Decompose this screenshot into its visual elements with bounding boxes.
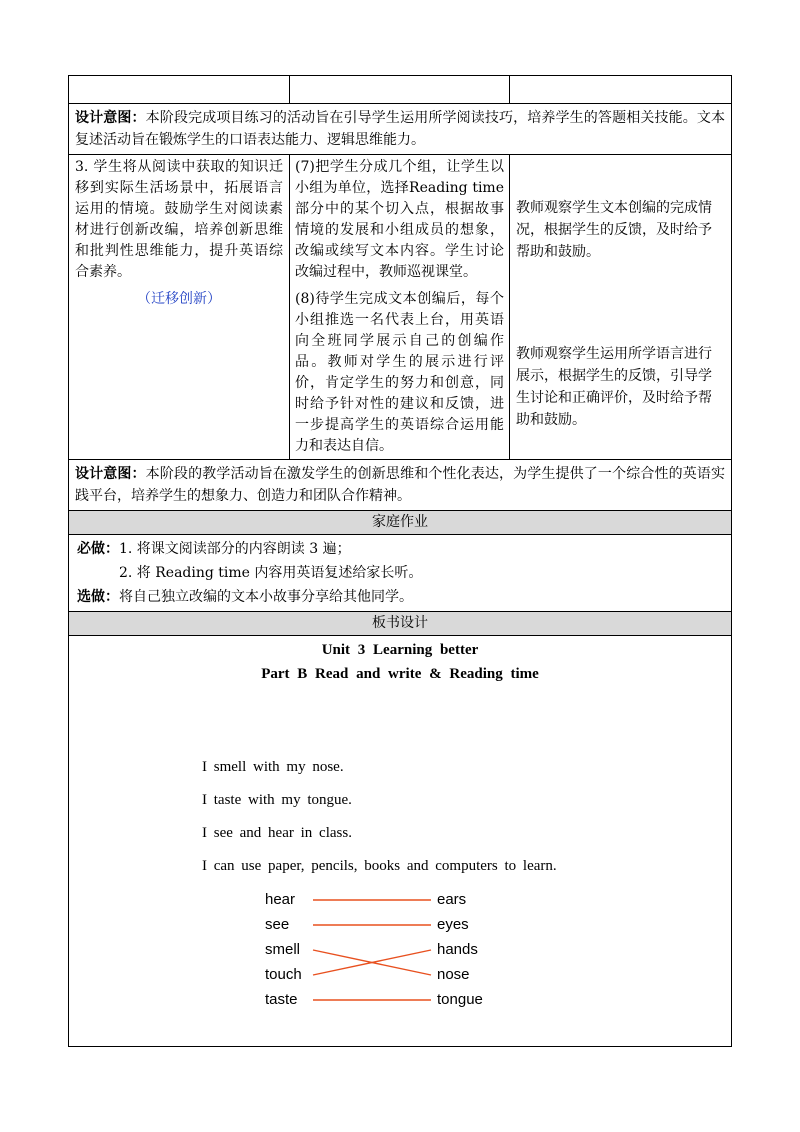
homework-row (69, 535, 732, 612)
student-activity-text: 3. 学生将从阅读中获取的知识迁移到实际生活场景中，拓展语言运用的情境。鼓励学生对阅读素材进行创新改编，培养创新思维和批判性思维能力，提升英语综合素养。 (75, 159, 283, 280)
lesson-plan-table (68, 75, 732, 1047)
design-intent-text: 本阶段完成项目练习的活动旨在引导学生运用所学阅读技巧，培养学生的答题相关技能。文本复述活动旨在锻炼学生的口语表达能力、逻辑思维能力。 (75, 110, 726, 148)
board-design-cell (69, 636, 732, 1047)
optional-item: 将自己独立改编的文本小故事分享给其他同学。 (119, 589, 413, 605)
design-intent-text-2: 本阶段的教学活动旨在激发学生的创新思维和个性化表达，为学生提供了一个综合性的英语实践平台，培养学生的想象力、创造力和团队合作精神。 (75, 466, 726, 504)
sentence-1: I smell with my nose. (202, 759, 344, 775)
right-word-eyes: eyes (437, 916, 469, 933)
board-title-part: Part B Read and write & Reading time (261, 666, 539, 682)
empty-row (69, 76, 732, 104)
homework-content (69, 535, 732, 612)
homework-header: 家庭作业 (69, 511, 732, 535)
required-item-1: 1. 将课文阅读部分的内容朗读 3 遍； (119, 541, 351, 557)
board-title-unit: Unit 3 Learning better (321, 642, 479, 658)
assessment-cell (510, 155, 732, 460)
lesson-plan-page (68, 75, 731, 1047)
assessment-text-2: 教师观察学生运用所学语言进行展示，根据学生的反馈，引导学生讨论和正确评价，及时给予帮助和鼓励。 (516, 346, 712, 428)
required-item-2: 2. 将 Reading time 内容用英语复述给家长听。 (119, 565, 423, 581)
activity-row-3 (69, 155, 732, 460)
stage-tag: （迁移创新） (137, 291, 221, 307)
right-word-ears: ears (437, 891, 467, 908)
teacher-activity-8: (8)待学生完成文本创编后，每个小组推选一名代表上台，用英语向全班同学展示自己的创编作品。教师对学生的展示进行评价，肯定学生的努力和创意，同时给予针对性的建议和反馈，进一步提高学生的英语综合运用能力和表达自信。 (295, 291, 504, 454)
board-header: 板书设计 (69, 612, 732, 636)
design-intent-label-2: 设计意图： (75, 466, 146, 482)
required-line-1 (77, 537, 723, 561)
sentence-2: I taste with my tongue. (202, 792, 352, 808)
design-intent-2 (69, 460, 732, 511)
design-intent-label: 设计意图： (75, 110, 146, 126)
teacher-activity-cell (290, 155, 510, 460)
empty-cell-3 (510, 76, 732, 104)
sentence-3: I see and hear in class. (202, 825, 352, 841)
design-intent-row-1 (69, 104, 732, 155)
matching-lines (313, 900, 431, 1000)
design-intent-row-2 (69, 460, 732, 511)
right-word-nose: nose (437, 966, 470, 983)
left-word-touch: touch (265, 966, 302, 983)
student-activity-cell (69, 155, 290, 460)
left-word-see: see (265, 916, 290, 933)
left-word-smell: smell (265, 941, 301, 958)
assessment-text-1: 教师观察学生文本创编的完成情况，根据学生的反馈，及时给予帮助和鼓励。 (516, 200, 712, 260)
homework-header-row (69, 511, 732, 535)
empty-cell-1 (69, 76, 290, 104)
empty-cell-2 (290, 76, 510, 104)
right-word-tongue: tongue (437, 991, 483, 1008)
design-intent-1 (69, 104, 732, 155)
board-header-row (69, 612, 732, 636)
sentence-4: I can use paper, pencils, books and computers to learn. (202, 858, 557, 874)
right-word-hands: hands (437, 941, 478, 958)
board-row (69, 636, 732, 1047)
optional-line (77, 585, 723, 609)
optional-label: 选做： (77, 589, 119, 605)
required-label: 必做： (77, 541, 119, 557)
left-word-taste: taste (265, 991, 298, 1008)
word-matching-diagram (259, 883, 509, 1013)
board-design (69, 636, 731, 1046)
left-word-hear: hear (265, 891, 296, 908)
teacher-activity-7: (7)把学生分成几个组，让学生以小组为单位，选择Reading time部分中的某个切入点，根据故事情境的发展和小组成员的想象，改编或续写文本内容。学生讨论改编过程中，教师巡视课堂。 (295, 159, 504, 280)
